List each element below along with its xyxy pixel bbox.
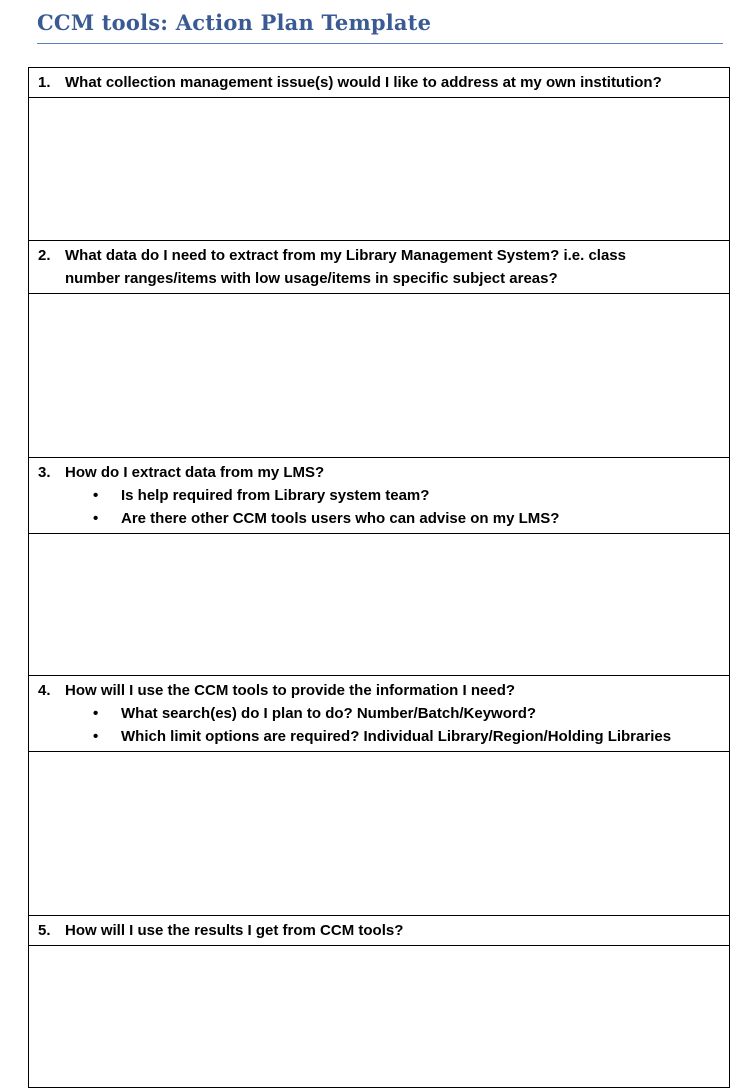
answer-area-2[interactable] [29, 294, 729, 457]
question-number: 4. [38, 682, 51, 699]
answer-area-4[interactable] [29, 752, 729, 915]
question-text [65, 244, 721, 290]
question-number: 2. [38, 247, 51, 264]
section-3 [29, 458, 729, 676]
question-number: 3. [38, 464, 51, 481]
bullet-icon: • [93, 487, 99, 504]
question-text: How will I use the results I get from CCM tools? [65, 922, 404, 939]
question-text-line: What data do I need to extract from my Library Management System? i.e. class [65, 247, 626, 264]
section-5 [29, 916, 729, 1087]
question-5 [29, 916, 729, 946]
answer-area-5[interactable] [29, 946, 729, 1087]
question-number: 1. [38, 74, 51, 91]
bullet-item [38, 702, 721, 725]
section-1 [29, 68, 729, 241]
section-2 [29, 241, 729, 458]
question-number: 5. [38, 922, 51, 939]
bullet-text: What search(es) do I plan to do? Number/Batch/Keyword? [121, 705, 537, 722]
question-text: How will I use the CCM tools to provide the information I need? [65, 682, 516, 699]
bullet-icon: • [93, 510, 99, 527]
question-3 [29, 458, 729, 534]
question-4 [29, 676, 729, 752]
page-title: CCM tools: Action Plan Template [37, 10, 432, 35]
question-1 [29, 68, 729, 98]
bullet-item [38, 725, 721, 748]
section-4 [29, 676, 729, 916]
bullet-icon: • [93, 705, 99, 722]
action-plan-table [28, 67, 730, 1088]
bullet-text: Is help required from Library system team? [121, 487, 430, 504]
bullet-text: Which limit options are required? Individual Library/Region/Holding Libraries [121, 728, 672, 745]
title-divider [37, 43, 723, 44]
answer-area-3[interactable] [29, 534, 729, 675]
question-text: How do I extract data from my LMS? [65, 464, 325, 481]
bullet-icon: • [93, 728, 99, 745]
bullet-item [38, 507, 721, 530]
answer-area-1[interactable] [29, 98, 729, 240]
question-text-line: number ranges/items with low usage/items in specific subject areas? [65, 270, 558, 287]
bullet-text: Are there other CCM tools users who can advise on my LMS? [121, 510, 560, 527]
question-text: What collection management issue(s) would I like to address at my own institution? [65, 74, 662, 91]
bullet-item [38, 484, 721, 507]
question-2 [29, 241, 729, 294]
